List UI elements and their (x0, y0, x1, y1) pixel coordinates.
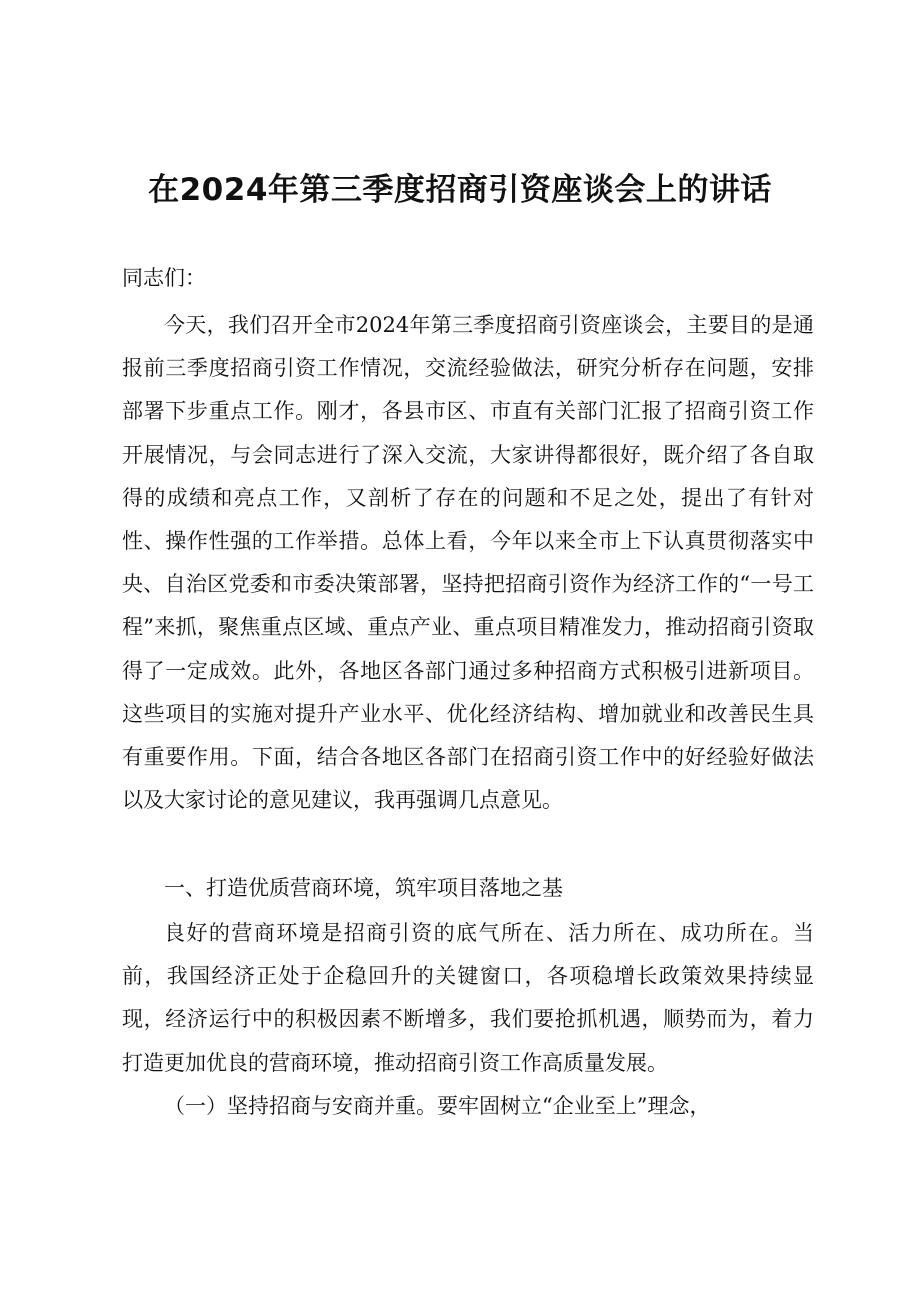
document-title: 在2024年第三季度招商引资座谈会上的讲话 (148, 172, 772, 208)
subsection-1-paragraph: （一）坚持招商与安商并重。要牢固树立“企业至上”理念， (164, 1094, 711, 1118)
section-heading-1: 一、打造优质营商环境，筑牢项目落地之基 (164, 876, 563, 900)
salutation: 同志们： (122, 266, 206, 290)
intro-paragraph: 今天，我们召开全市2024年第三季度招商引资座谈会，主要目的是通报前三季度招商引资工作情况，交流经验做法，研究分析存在问题，安排部署下步重点工作。刚才，各县市区、市直有关部门汇报了招商引资工作开展情况，与会同志进行了深入交流，大家讲得都很好，既介绍了各自取得的成绩和亮点工作，又剖析了存在的问题和不足之处，提出了有针对性、操作性强的工作举措。总体上看，今年以来全市上下认真贯彻落实中央、自治区党委和市委决策部署，坚持把招商引资作为经济工作的“一号工程”来抓，聚焦重点区域、重点产业、重点项目精准发力，推动招商引资取得了一定成效。此外，各地区各部门通过多种招商方式积极引进新项目。这些项目的实施对提升产业水平、优化经济结构、增加就业和改善民生具有重要作用。下面，结合各地区各部门在招商引资工作中的好经验好做法以及大家讨论的意见建议，我再强调几点意见。 (122, 313, 814, 813)
section-1-paragraph: 良好的营商环境是招商引资的底气所在、活力所在、成功所在。当前，我国经济正处于企稳回升的关键窗口，各项稳增长政策效果持续显现，经济运行中的积极因素不断增多，我们要抢抓机遇，顺势而为，着力打造更加优良的营商环境，推动招商引资工作高质量发展。 (122, 921, 814, 1075)
